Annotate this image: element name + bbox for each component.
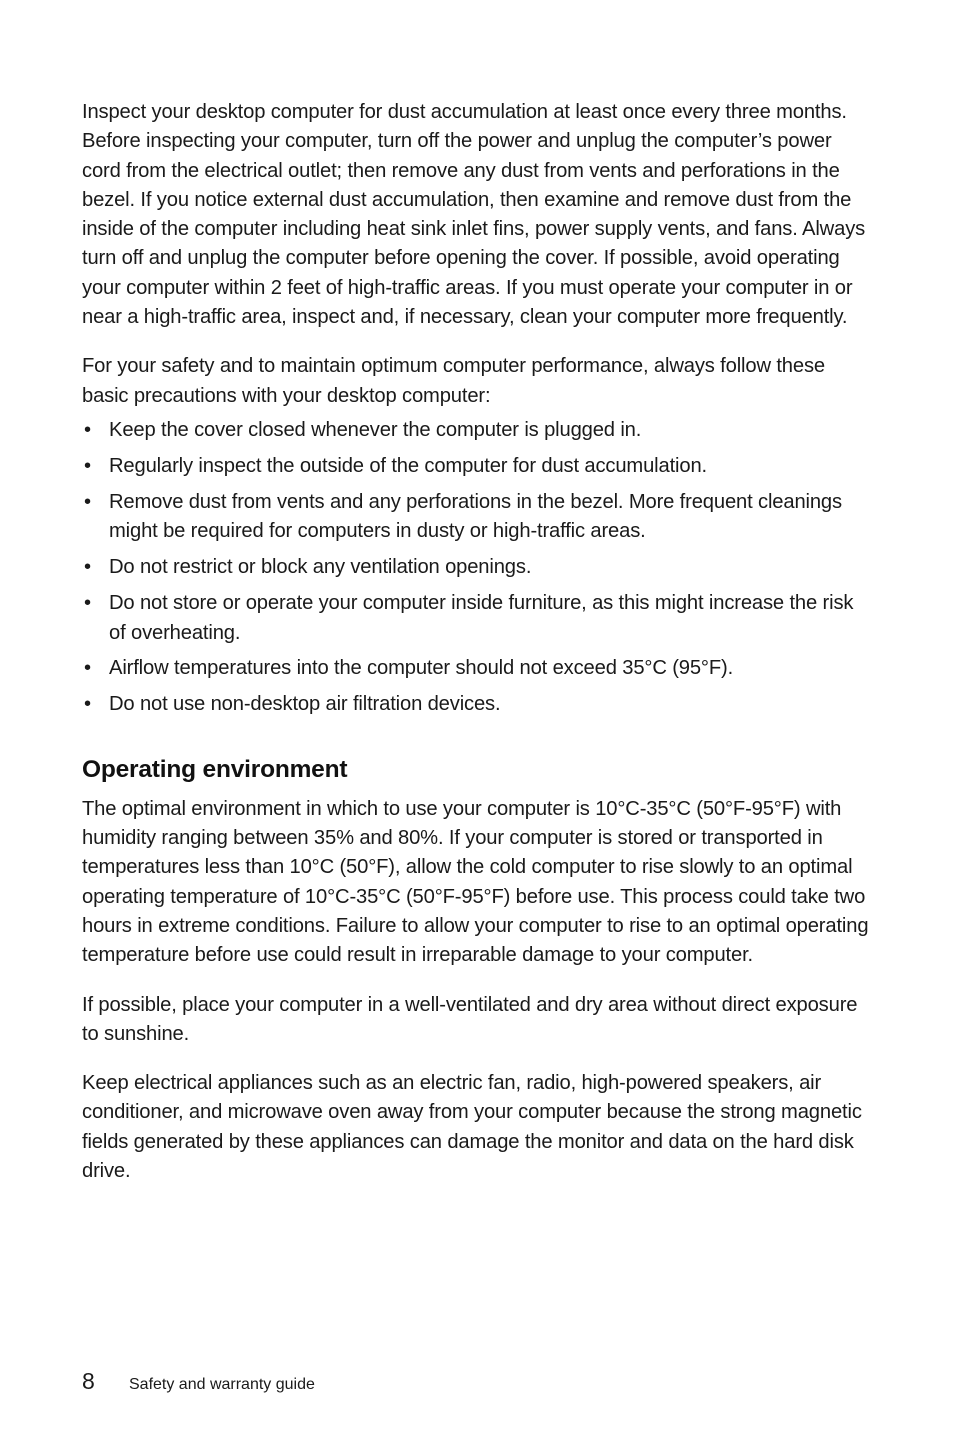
list-item bbox=[82, 452, 872, 481]
section-heading: Operating environment bbox=[82, 755, 348, 783]
bullet-icon: • bbox=[84, 592, 91, 615]
list-item-text: Remove dust from vents and any perforations in the bezel. More frequent cleanings might be required for computers in dusty or high-traffic areas. bbox=[109, 490, 842, 543]
environment-paragraph-appliances: Keep electrical appliances such as an electric fan, radio, high-powered speakers, air conditioner, and microwave oven away from your computer because the strong magnetic fields generated by these appliances can damage the monitor and data on the hard disk drive. bbox=[82, 1072, 862, 1183]
intro-paragraph-precautions: For your safety and to maintain optimum computer performance, always follow these basic precautions with your desktop computer: bbox=[82, 355, 825, 407]
bullet-icon: • bbox=[84, 556, 91, 579]
list-item-text: Do not store or operate your computer inside furniture, as this might increase the risk of overheating. bbox=[109, 592, 854, 644]
bullet-icon: • bbox=[84, 454, 91, 477]
precautions-list bbox=[82, 416, 872, 720]
document-page bbox=[82, 98, 872, 1186]
list-item bbox=[82, 690, 872, 719]
bullet-icon: • bbox=[84, 693, 91, 716]
list-item-text: Do not use non-desktop air filtration devices. bbox=[109, 693, 501, 716]
bullet-icon: • bbox=[84, 657, 91, 680]
page-footer bbox=[82, 1366, 315, 1400]
list-item-text: Keep the cover closed whenever the computer is plugged in. bbox=[109, 418, 642, 441]
list-item bbox=[82, 416, 872, 445]
list-item bbox=[82, 589, 872, 648]
list-item bbox=[82, 488, 872, 547]
bullet-icon: • bbox=[84, 418, 91, 441]
list-item bbox=[82, 553, 872, 582]
list-item-text: Do not restrict or block any ventilation openings. bbox=[109, 556, 532, 579]
list-item-text: Regularly inspect the outside of the computer for dust accumulation. bbox=[109, 454, 707, 477]
page-number: 8 bbox=[82, 1368, 95, 1394]
footer-title: Safety and warranty guide bbox=[129, 1376, 315, 1393]
list-item-text: Airflow temperatures into the computer should not exceed 35°C (95°F). bbox=[109, 657, 734, 680]
environment-paragraph-temperature: The optimal environment in which to use your computer is 10°C-35°C (50°F-95°F) with humidity ranging between 35% and 80%. If your computer is stored or transported in temperatures less than 10°C (50°F), allow the cold computer to rise slowly to an optimal operating temperature of 10°C-35°C (50°F-95°F) before use. This process could take two hours in extreme conditions. Failure to allow your computer to rise to an optimal operating temperature before use could result in irreparable damage to your computer. bbox=[82, 797, 869, 967]
bullet-icon: • bbox=[84, 490, 91, 513]
intro-paragraph-dust: Inspect your desktop computer for dust accumulation at least once every three months. Before inspecting your computer, turn off the power and unplug the computer’s power cord from the electrical outlet; then remove any dust from vents and perforations in the bezel. If you notice external dust accumulation, then examine and remove dust from the inside of the computer including heat sink inlet fins, power supply vents, and fans. Always turn off and unplug the computer before opening the cover. If possible, avoid operating your computer within 2 feet of high-traffic areas. If you must operate your computer in or near a high-traffic area, inspect and, if necessary, clean your computer more frequently. bbox=[82, 101, 866, 329]
list-item bbox=[82, 654, 872, 683]
environment-paragraph-placement: If possible, place your computer in a well-ventilated and dry area without direct exposure to sunshine. bbox=[82, 993, 858, 1045]
